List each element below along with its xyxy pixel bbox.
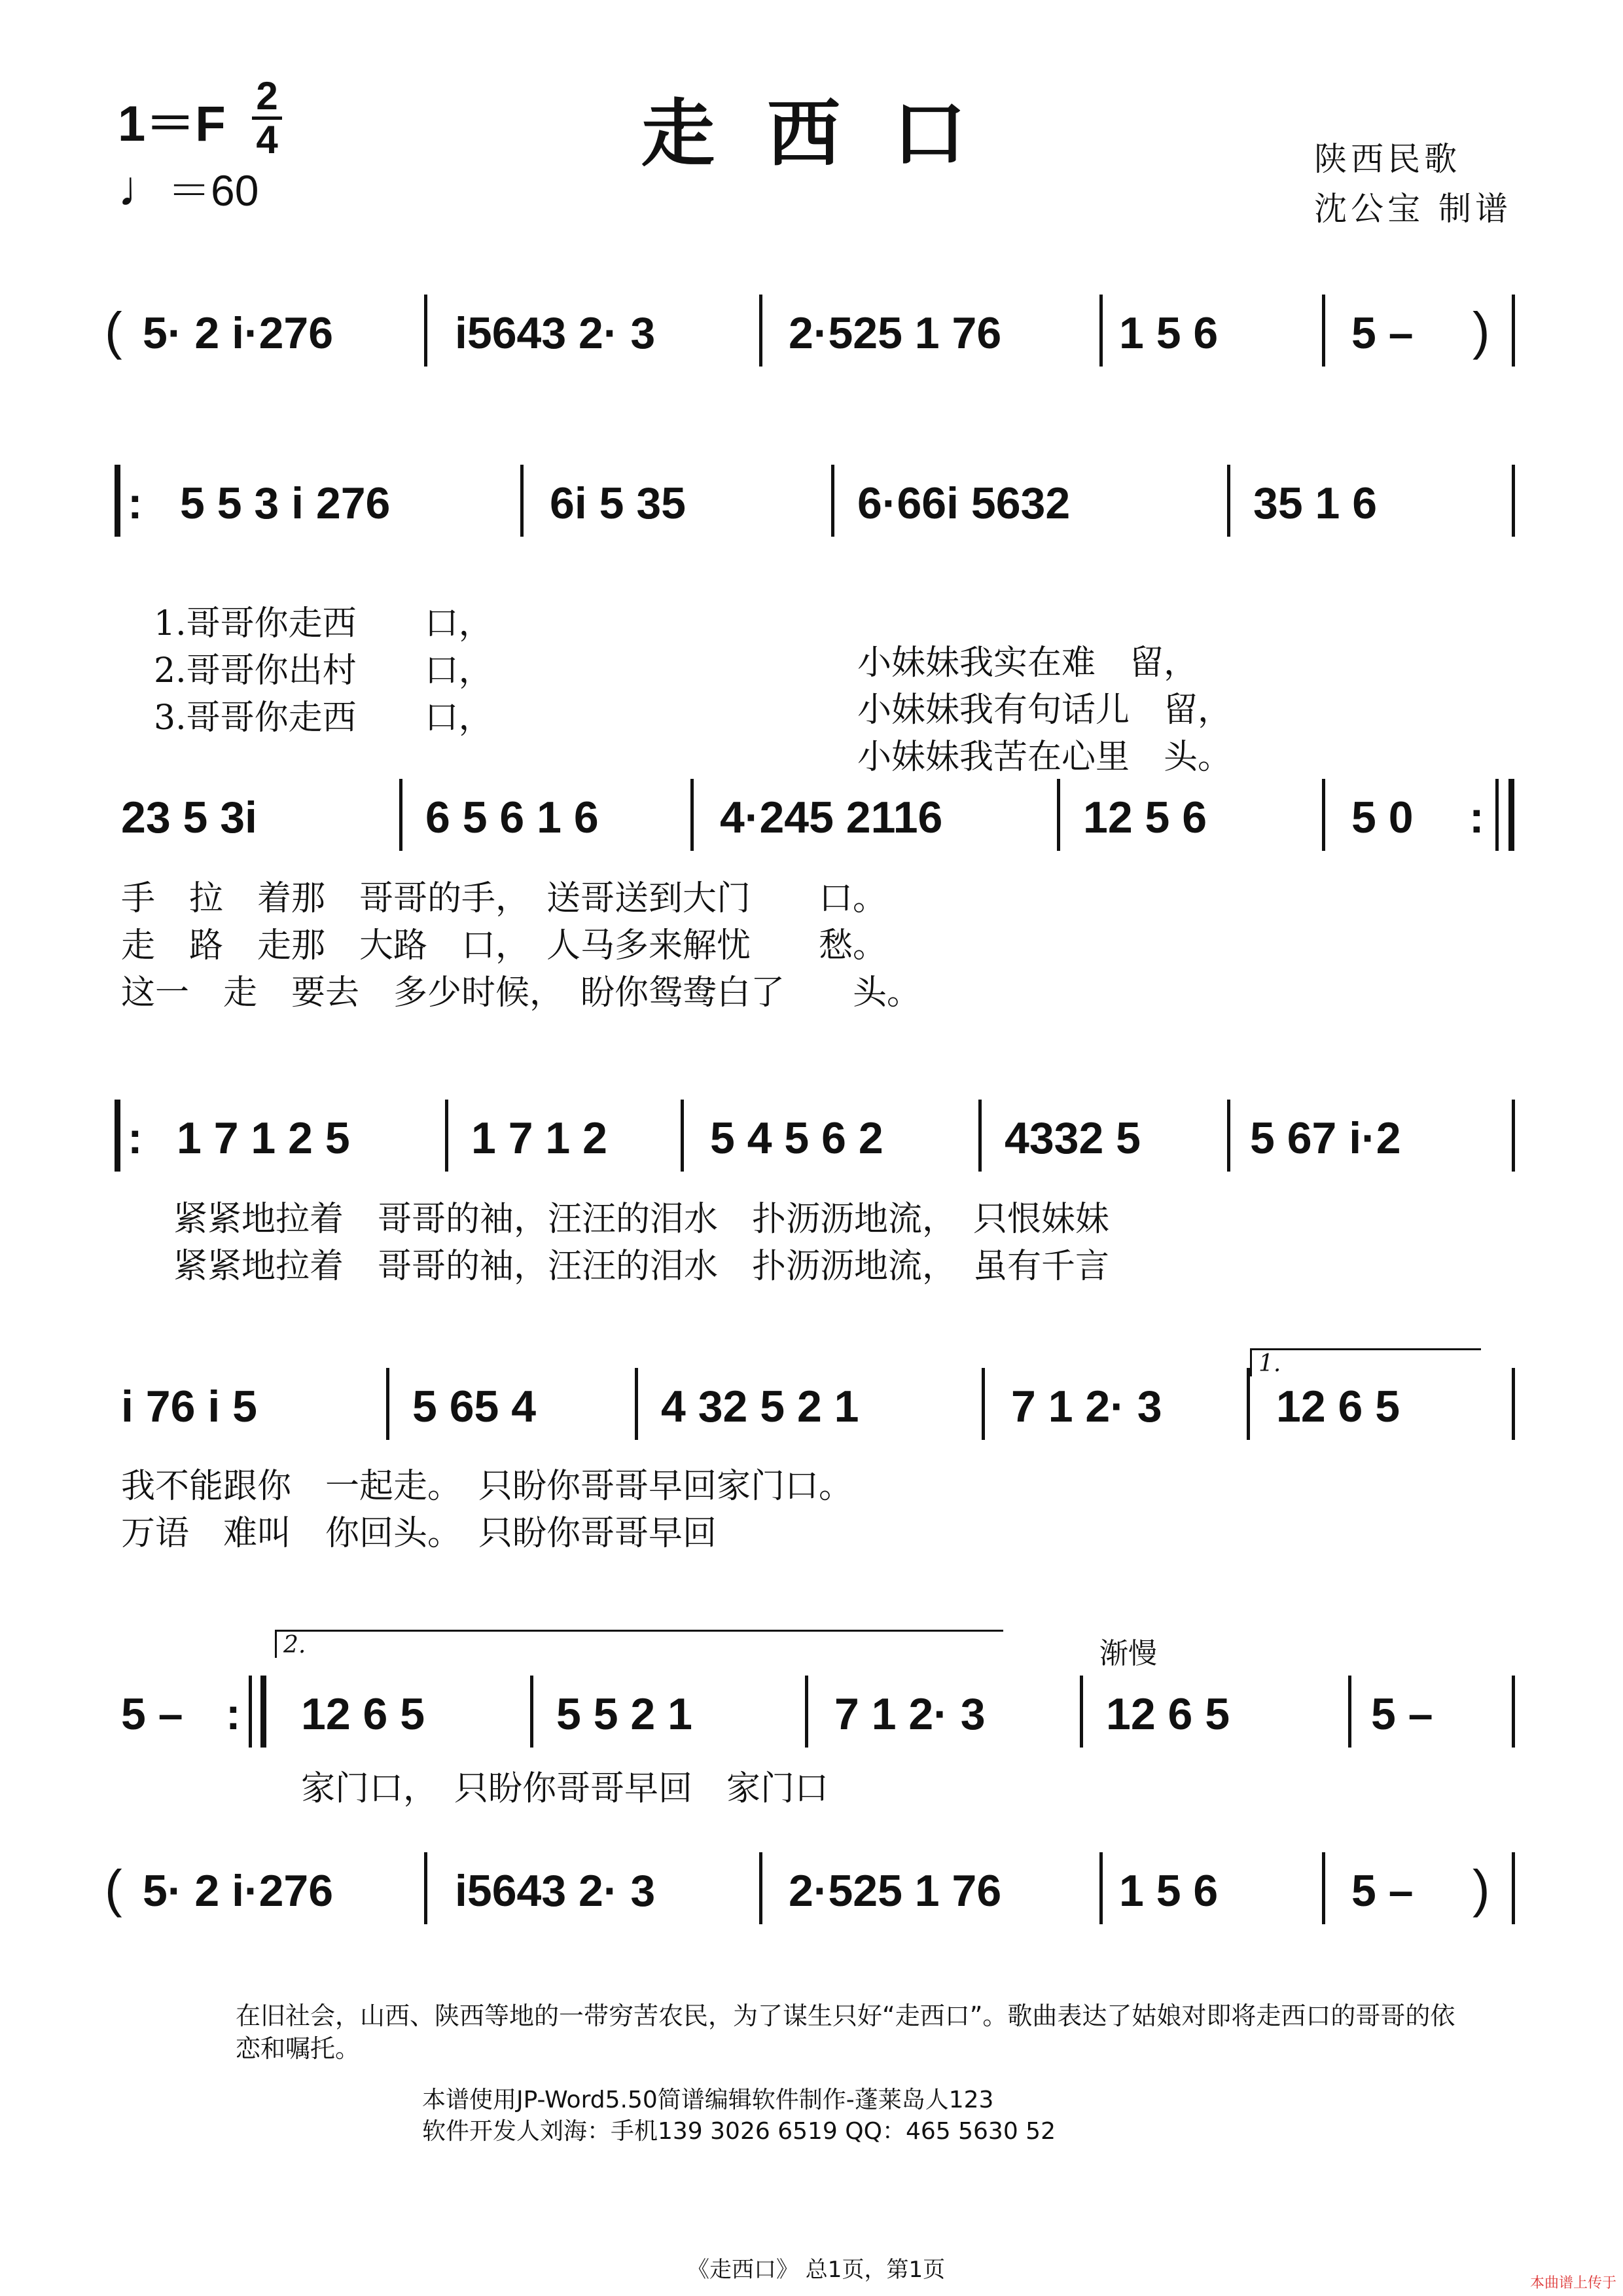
- end-barline: [1512, 295, 1515, 367]
- open-paren: (: [105, 302, 122, 360]
- key-signature: 1＝F: [118, 96, 226, 152]
- barline: [249, 1676, 252, 1748]
- barline: [1099, 1852, 1103, 1924]
- credit-origin: 陕西民歌: [1314, 140, 1461, 178]
- system-verse-b: [0, 772, 1623, 1013]
- measure-1: i 76 i 5: [121, 1382, 257, 1431]
- lyric-line-1: 手 拉 着那 哥哥的手， 送哥送到大门 口。: [121, 879, 887, 918]
- measure-1: 5 5 3 i 276: [180, 478, 391, 528]
- barline: [1512, 1676, 1515, 1748]
- measure-2: 12 6 5: [301, 1689, 425, 1739]
- lyric-line-1: 我不能跟你 一起走。 只盼你哥哥早回家门口。: [121, 1467, 853, 1506]
- system-chorus-b: [0, 1348, 1623, 1553]
- system-outro: [0, 1846, 1623, 1950]
- measure-4: 4332 5: [1005, 1113, 1141, 1163]
- barline: [530, 1676, 533, 1748]
- measure-3: 4·245 2116: [720, 793, 943, 842]
- barline: [759, 1852, 762, 1924]
- barline: [1227, 1100, 1230, 1172]
- lyric-line-2b: 小妹妹我有句话儿 留，: [857, 691, 1232, 730]
- barline: [1099, 295, 1103, 367]
- song-title: 走西口: [641, 91, 1018, 177]
- barline: [386, 1368, 389, 1440]
- lyric-line-3: 3.哥哥你走西 口，: [154, 698, 493, 738]
- measure-3: 5 4 5 6 2: [710, 1113, 883, 1163]
- open-paren: (: [105, 1859, 122, 1918]
- system-chorus-a: [0, 1093, 1623, 1286]
- lyric-line-2: 2.哥哥你出村 口，: [154, 651, 493, 691]
- barline: [681, 1100, 684, 1172]
- measure-2: i5643 2· 3: [455, 1866, 656, 1916]
- close-paren: ): [1472, 302, 1490, 360]
- repeat-start: [115, 1100, 120, 1172]
- software-credit: [422, 2085, 1056, 2147]
- lyric-line-2: 紧紧地拉着 哥哥的袖，汪汪的泪水 扑沥沥地流， 虽有千言: [173, 1247, 1110, 1286]
- watermark: 本曲谱上传于: [1529, 2275, 1616, 2291]
- close-paren: ): [1472, 1859, 1490, 1918]
- barline: [1227, 465, 1230, 537]
- barline: [1512, 1368, 1515, 1440]
- meter-bottom: 4: [256, 118, 278, 162]
- measure-3: 2·525 1 76: [789, 1866, 1002, 1916]
- lyric-line-1b: 小妹妹我实在难 留，: [857, 643, 1198, 683]
- barline: [1057, 779, 1060, 851]
- measure-4: 7 1 2· 3: [834, 1689, 986, 1739]
- measure-4: 1 5 6: [1119, 308, 1219, 358]
- barline: [1512, 465, 1515, 537]
- measure-2: 1 7 1 2: [471, 1113, 607, 1163]
- time-signature: [252, 74, 282, 162]
- system-coda: [0, 1630, 1623, 1808]
- lyric-line-3: 这一 走 要去 多少时候， 盼你鸳鸯白了 头。: [121, 973, 921, 1013]
- lyric-line-3b: 小妹妹我苦在心里 头。: [857, 738, 1232, 777]
- measure-5: 5 67 i·2: [1250, 1113, 1401, 1163]
- measure-5: 12 6 5: [1276, 1382, 1400, 1431]
- barline: [1495, 779, 1499, 851]
- barline: [635, 1368, 638, 1440]
- barline: [1322, 779, 1325, 851]
- barline: [978, 1100, 982, 1172]
- system-intro: [0, 288, 1623, 393]
- software-line-2: 软件开发人刘海：手机139 3026 6519 QQ：465 5630 52: [422, 2118, 1056, 2145]
- measure-5: 5 0: [1351, 793, 1414, 842]
- system-verse-a: [0, 458, 1623, 777]
- repeat-dots: :: [128, 1113, 143, 1163]
- barline: [690, 779, 694, 851]
- measure-5: 12 6 5: [1106, 1689, 1230, 1739]
- song-notes: 在旧社会，山西、陕西等地的一带穷苦农民，为了谋生只好“走西口”。歌曲表达了姑娘对即将走西口的哥哥的依恋和嘱托。: [236, 2001, 1455, 2063]
- repeat-dots: :: [226, 1689, 241, 1739]
- barline: [1322, 1852, 1325, 1924]
- barline: [1247, 1368, 1250, 1440]
- repeat-dots: :: [128, 478, 143, 528]
- barline: [424, 1852, 427, 1924]
- barline: [982, 1368, 985, 1440]
- measure-1: 1 7 1 2 5: [177, 1113, 350, 1163]
- lyric-line-2: 万语 难叫 你回头。 只盼你哥哥早回: [121, 1514, 717, 1553]
- measure-6: 5 –: [1371, 1689, 1433, 1739]
- measure-3: 2·525 1 76: [789, 308, 1002, 358]
- barline: [831, 465, 834, 537]
- measure-3: 4 32 5 2 1: [661, 1382, 859, 1431]
- barline: [399, 779, 402, 851]
- measure-1: 5· 2 i·276: [143, 1866, 334, 1916]
- measure-4: 12 5 6: [1083, 793, 1207, 842]
- lyric-line-1: 紧紧地拉着 哥哥的袖，汪汪的泪水 扑沥沥地流， 只恨妹妹: [173, 1200, 1110, 1239]
- volta-2: 2.: [275, 1630, 1003, 1658]
- measure-3: 6·66i 5632: [857, 478, 1071, 528]
- credit-arranger: 沈公宝 制谱: [1314, 190, 1512, 228]
- lyric-line-1: 家门口， 只盼你哥哥早回 家门口: [301, 1769, 829, 1808]
- measure-1: 5· 2 i·276: [143, 308, 334, 358]
- lyric-line-1: 1.哥哥你走西 口，: [154, 604, 493, 643]
- measure-2: 6 5 6 1 6: [425, 793, 599, 842]
- measure-1: 5 –: [121, 1689, 183, 1739]
- repeat-start: [115, 465, 120, 537]
- lyric-line-2: 走 路 走那 大路 口， 人马多来解忧 愁。: [121, 926, 887, 965]
- barline: [1512, 1100, 1515, 1172]
- measure-1: 23 5 3i: [121, 793, 257, 842]
- barline: [1348, 1676, 1351, 1748]
- barline: [1322, 295, 1325, 367]
- measure-4: 35 1 6: [1253, 478, 1378, 528]
- barline: [445, 1100, 448, 1172]
- measure-5: 5 –: [1351, 1866, 1414, 1916]
- measure-3: 5 5 2 1: [556, 1689, 692, 1739]
- measure-2: 6i 5 35: [550, 478, 686, 528]
- barline: [520, 465, 524, 537]
- measure-2: 5 65 4: [412, 1382, 537, 1431]
- page-info: 《走西口》 总1页，第1页: [687, 2257, 946, 2283]
- measure-5: 5 –: [1351, 308, 1414, 358]
- quarter-note-icon: ♩: [118, 161, 168, 217]
- measure-2: i5643 2· 3: [455, 308, 656, 358]
- volta-1: 1.: [1250, 1348, 1481, 1376]
- measure-4: 7 1 2· 3: [1011, 1382, 1162, 1431]
- barline: [1080, 1676, 1083, 1748]
- repeat-dots: :: [1469, 793, 1484, 842]
- barline: [759, 295, 762, 367]
- tempo-value: ＝60: [168, 166, 259, 215]
- repeat-end: [1508, 779, 1514, 851]
- repeat-end: [260, 1676, 266, 1748]
- tempo-mark-ritardando: 渐慢: [1099, 1637, 1157, 1670]
- software-line-1: 本谱使用JP-Word5.50简谱编辑软件制作-蓬莱岛人123: [422, 2087, 994, 2113]
- barline: [424, 295, 427, 367]
- credits: [1314, 134, 1512, 234]
- end-barline: [1512, 1852, 1515, 1924]
- measure-4: 1 5 6: [1119, 1866, 1219, 1916]
- meter-top: 2: [256, 74, 278, 118]
- barline: [805, 1676, 808, 1748]
- tempo-marking: [118, 156, 259, 218]
